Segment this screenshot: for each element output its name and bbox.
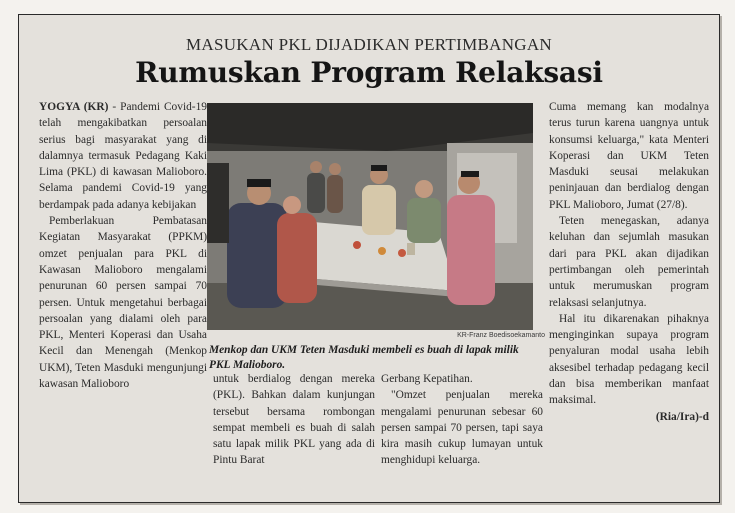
article-column-3 bbox=[381, 371, 543, 469]
dateline: YOGYA (KR) bbox=[39, 101, 109, 113]
paragraph: Teten menegaskan, adanya keluhan dan sejumlah masukan dari para PKL akan dijadikan pertimbangan oleh pemerintah untuk merumuskan program relaksasi selanjutnya. bbox=[549, 215, 709, 309]
article-column-4 bbox=[549, 99, 709, 425]
paragraph-text: - Pandemi Covid-19 telah mengakibatkan persoalan serius bagi masyarakat yang di dalamnya termasuk Pedagang Kaki Lima (PKL) di kawasan Malioboro. Selama pandemi Covid-19 yang berdampak pada adanya kebijakan bbox=[39, 101, 207, 211]
article-frame bbox=[18, 14, 720, 503]
paragraph: Cuma memang kan modalnya terus turun karena uangnya untuk konsumsi keluarga," kata Menteri Koperasi dan UKM Teten Masduki seusai melakukan peninjauan dan berdialog dengan PKL Malioboro, Jumat (27/8). bbox=[549, 101, 709, 211]
article-column-1 bbox=[39, 99, 207, 392]
article-headline: Rumuskan Program Relaksasi bbox=[135, 56, 603, 89]
paragraph: Pemberlakuan Pembatasan Kegiatan Masyarakat (PPKM) omzet penjualan para PKL di Kawasan Malioboro mengalami penurunan 60 persen sampai 70 persen. Untuk mengetahui berbagai persoalan yang dialami oleh para PKL, Menteri Koperasi dan Usaha Kecil dan Menengah (Menkop UKM), Teten Masduki mengunjungi kawasan Malioboro bbox=[39, 215, 207, 391]
article-photo bbox=[207, 103, 533, 330]
photo-credit: KR-Franz Boedisoekamanto bbox=[457, 332, 545, 339]
photo-caption: Menkop dan UKM Teten Masduki membeli es buah di lapak milik PKL Malioboro. bbox=[209, 344, 519, 371]
article-column-2 bbox=[213, 371, 375, 469]
paragraph bbox=[39, 99, 207, 213]
author-signoff: (Ria/Ira)-d bbox=[655, 410, 709, 423]
paragraph: Hal itu dikarenakan pihaknya menginginkan supaya program penyaluran modal usaha lebih aksesibel terhadap pedagang kecil dan bisa memberikan manfaat maksimal. bbox=[549, 312, 709, 407]
paragraph: untuk berdialog dengan mereka (PKL). Bahkan dalam kunjungan tersebut bersama rombongan sempat membeli es buah di salah satu lapak milik PKL yang ada di Pintu Barat bbox=[213, 373, 375, 467]
paragraph: "Omzet penjualan mereka mengalami penurunan sebesar 60 persen sampai 70 persen, tapi saya kira masih cukup lumayan untuk menghidupi keluarga. bbox=[381, 389, 543, 467]
article-kicker: MASUKAN PKL DIJADIKAN PERTIMBANGAN bbox=[185, 35, 553, 54]
paragraph: Gerbang Kepatihan. bbox=[381, 373, 473, 385]
market-stall-photo bbox=[207, 103, 533, 330]
